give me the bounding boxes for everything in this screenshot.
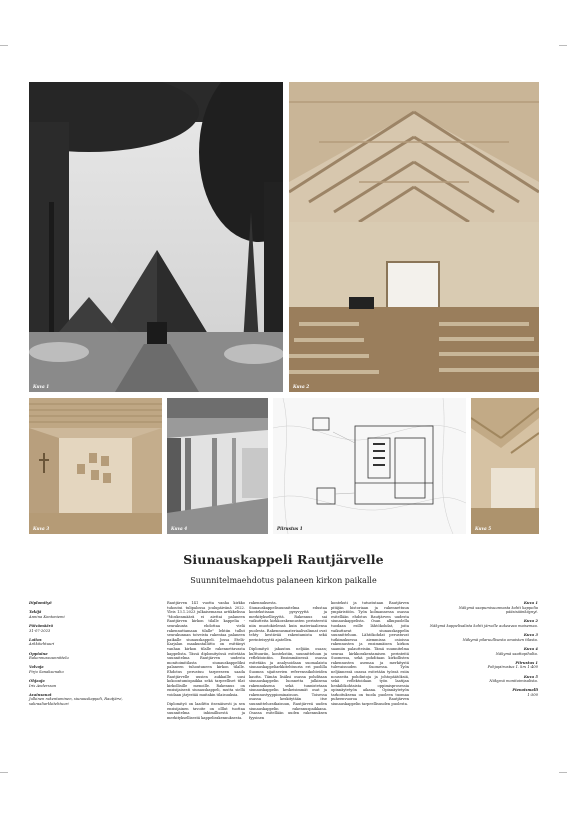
image-caption: Kuva 2 — [293, 384, 310, 389]
poster-title: Siunauskappeli Rautjärvelle — [183, 552, 384, 567]
image-legend — [428, 601, 538, 702]
image-caption: Kuva 5 — [475, 526, 492, 531]
image-kuva-1 — [29, 82, 283, 392]
legend-item: Kuva 1 Näkymä saapumisuunnasta kohti kappelia pääsisäänkäynyt. — [458, 601, 538, 615]
meta-list — [29, 601, 149, 711]
image-kuva-2 — [289, 82, 539, 392]
meta-item: Valvoja Pirjo Sanaksenaho — [29, 665, 64, 674]
crop-mark — [559, 772, 567, 773]
image-kuva-4 — [167, 398, 268, 534]
legend-item: Kuva 5 Näkymä monitoimisalista. — [489, 674, 538, 684]
meta-item: Ohjaaja Iris Andersson — [29, 679, 57, 688]
legend-item: Kuva 3 Näkymä pilaruullisesta omaisten tilasta. — [462, 633, 538, 642]
crop-mark — [559, 45, 567, 46]
crop-mark — [0, 45, 8, 46]
meta-item: Avainsanat Julkinen rakentaminen, siunauskappeli, Rautjärvi, sakraaliarkkitehtuuri — [29, 692, 123, 707]
body-paragraph: Diplomityö jakautuu neljään osaan; kulttuuriin, kontekstiin, suunnitteluun ja reflektointiin. Ensimmäisessä osassa esitetään ja analysoidaan suomalaista siunauskappeliarkkitehtuuria eri puolilla Suomea sijaitsevien referenssikohteiden kautta. Tämän lisäksi osassa pohditaan siunauskappelin luonnetta julkisena rakennuksena sekä tunnistetaan siunauskappelin keskeisimmät osat ja rakennustyyppiominaisuus. Toisessa osassa keskitytään itse suunnitteluratkaisuun, Rautjärveä uuden siunauskappelin rakennuspaikkana. Osassa esitellään uuden rakennuksen fyysinen — [249, 646, 327, 720]
body-column-1 — [167, 601, 245, 725]
meta-item: Tekijä Annina Kontoniemi — [29, 610, 65, 619]
legend-item: Kuva 4 Näkymä saattopihalta. — [495, 646, 538, 656]
body-column-2 — [249, 601, 327, 725]
image-piirustus-1 — [273, 398, 466, 534]
body-paragraph: Diplomityö on laadittu itsenäisesti ja sen ensisijainen tavoite on olllut tuottaa suunnitelma inhimillisestä ja merkityksellisestä kappelirakennuksesta. — [167, 702, 245, 720]
body-paragraph: rakennuksesta. Siunauskappelisuunnitelma edustaa kontekstisaan pysyvyyttä ja merkityksellisyyttä. Rakennus sai vaikutteita kirkkorakennusten perinteestä niin muotokielensä kuin materiaaliensa puolesta. Rakennusmateriaalivalinnat ovat tehty kestävää rakentamista sekä perinteisyyttä ajatellen. — [249, 601, 327, 642]
image-caption: Kuva 4 — [171, 526, 188, 531]
crop-mark — [0, 772, 8, 773]
meta-item: Päivämäärä 31-07-2023 — [29, 623, 54, 633]
legend-item: Kuva 2 Näkymä kappelisalista kohti järvelle aukeavaa maisemaa. — [429, 619, 538, 628]
image-caption: Kuva 1 — [33, 384, 50, 389]
meta-item: Laitos Arkkitehtuuri — [29, 637, 55, 647]
image-caption: Piirustus 1 — [277, 526, 303, 531]
image-kuva-5 — [471, 398, 539, 534]
body-paragraph: Rautjärven 141 vuotta vanha kirkko tuhoutui tulipalossa joulupäivänä 2022. Yleis 13.1.2023 julkaisemassa artikkelissa "Moskeamäärä ei aiettai palaneen Rautjärven kirkon tilalle kappelia - seurakunta ehdottaa vielä rakennuttamaan tilalle" lehtiin tullut seurakunnan toiveista rakentaa palaneen paikalle siunauskappeli. Jossa Etelä-Karjalan maakuntalliitto on esittänyt vanhan kirkon tilalle rakennettavasta kappelista. Tässä diplomityössä esitetään suunnitelma Rautjärven uudesta monitoimitilasta siunauskappeliksi palaneen tuhoutuneen kirkon tilalle. Ehdotus perustuu tarpeeseen saada Rautjärvelle uusien aukkaille uusi kokoontumispaikka sekä tarpeelliset tilat kirkollisille menoille. Rakennus on ensisijaisesti siunauskappeli, mutta siellä voidaan järjestää muitakin tilaisuuksia. — [167, 601, 245, 697]
poster-subtitle: Suunnitelmaehdotus palaneen kirkon paikalle — [190, 576, 377, 585]
image-kuva-3 — [29, 398, 162, 534]
meta-item: Diplomityö — [29, 601, 52, 605]
body-column-3 — [331, 601, 409, 711]
legend-item: Piirustus 1 Pohjapiirustus 1. krs 1:400 — [487, 660, 538, 670]
meta-item: Oppiaine Rakennussuunnittelu — [29, 651, 69, 661]
legend-item: Pienoismalli 1:500 — [512, 688, 538, 697]
body-paragraph: konteksti ja tutustutaan Rautjärven pitäjän historiaan ja rakennettuun ympäristöön. Työn kolmannessa osassa esitellään ehdotus Rautjärven uudesta siunauskappelista. Osan alkupuolella tuodaan esille lähtökohdat, joita vaikuttavat siunauskappelin suunnitteluun. Lähtökohdat perustuvat tutkimuksessa aiemmissa osioissa rakennusten ja ensimmäisen kirkon saamiin palautteisiin. Tämä suunnitelma seuraa kirkkorakentamisen perinteitä Suomessa, sekä pohditaan kirkollisten rakennusten asemaa ja merkitystä tulevaisuuden Suomessa. Työn neljännessä osassa esitetään työssä esiin nousseita pohdintoja ja johtopäätöksiä, sekä reflektoidaan työn laatijan henkilökohtaista oppimisprosessia opinnäytetyön aikana. Opinnäytetyön tarkoituksena on tuoda puoleen tuomaa puheenvuoroa Rautjärven siunauskappelin tarpeellisuuden puolesta. — [331, 601, 409, 707]
image-caption: Kuva 3 — [33, 526, 50, 531]
